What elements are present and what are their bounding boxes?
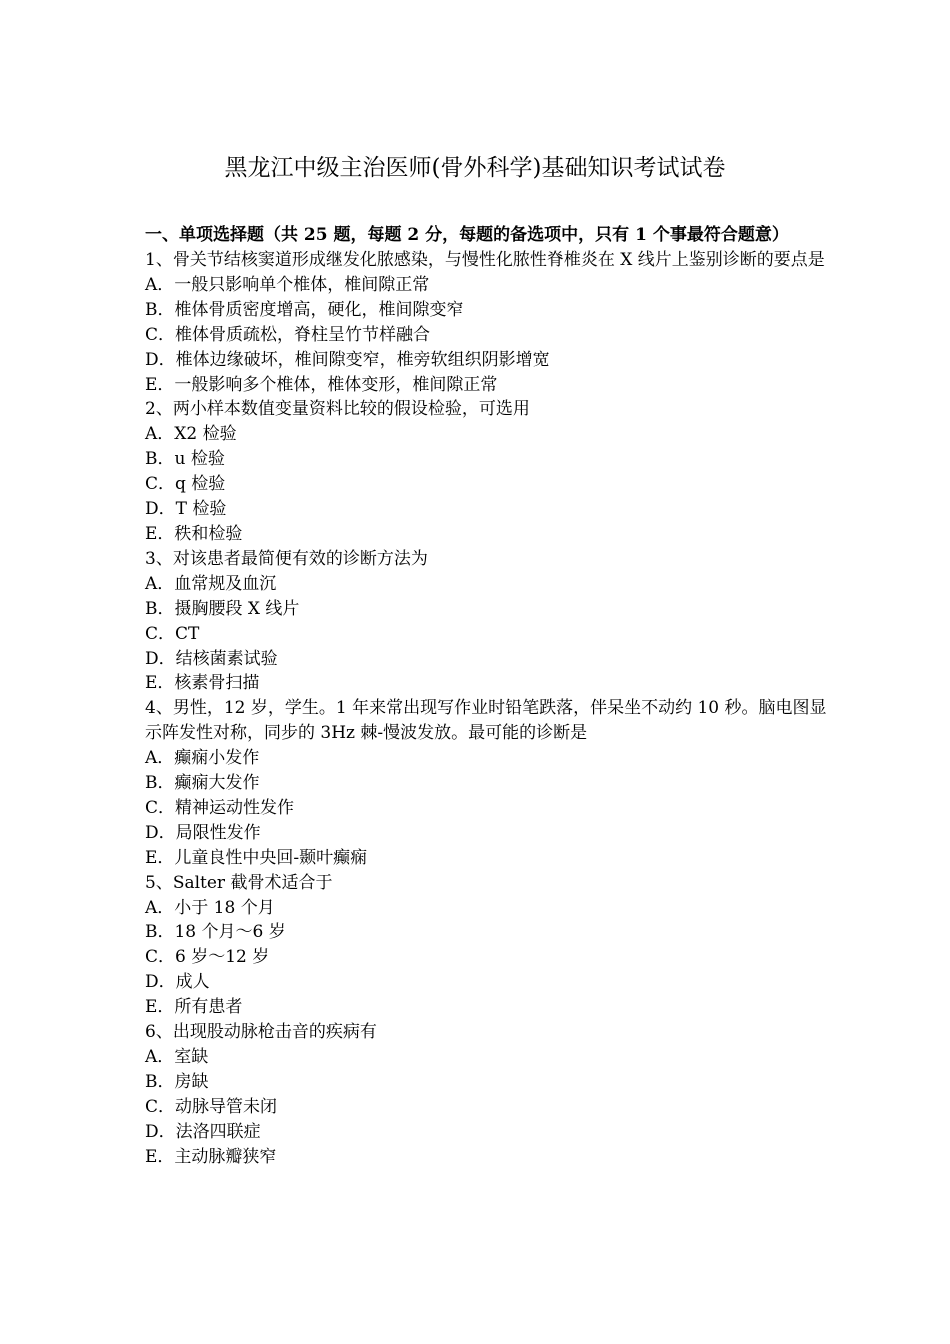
question-2 [145,397,835,546]
option-e: E．秩和检验 [145,523,243,544]
question-text: 3、对该患者最简便有效的诊断方法为 [145,548,428,569]
option-c: C．动脉导管未闭 [145,1096,278,1117]
option-d: D．局限性发作 [145,822,261,843]
question-5 [145,871,835,1020]
option-b: B．癫痫大发作 [145,773,260,794]
question-text: 5、Salter 截骨术适合于 [145,872,333,893]
option-a: A．一般只影响单个椎体，椎间隙正常 [145,274,430,295]
question-4 [145,696,835,870]
option-e: E．所有患者 [145,997,243,1018]
section-heading: 一、单项选择题（共 25 题，每题 2 分，每题的备选项中，只有 1 个事最符合题意） [145,225,789,245]
option-d: D．椎体边缘破坏，椎间隙变窄，椎旁软组织阴影增宽 [145,349,550,370]
option-d: D．成人 [145,972,210,993]
option-d: D．结核菌素试验 [145,648,278,669]
document-title: 黑龙江中级主治医师(骨外科学)基础知识考试试卷 [224,155,726,181]
option-c: C．精神运动性发作 [145,797,295,818]
option-a: A．X2 检验 [145,424,237,445]
option-b: B．u 检验 [145,449,225,470]
option-e: E．核素骨扫描 [145,673,260,694]
option-b: B．椎体骨质密度增高，硬化，椎间隙变窄 [145,299,464,320]
option-e: E．儿童良性中央回-颞叶癫痫 [145,847,368,868]
option-a: A．癫痫小发作 [145,748,260,769]
option-d: D．T 检验 [145,499,227,520]
option-a: A．室缺 [145,1047,209,1067]
question-1 [145,248,835,397]
option-e: E．一般影响多个椎体，椎体变形，椎间隙正常 [145,374,498,395]
option-e: E．主动脉瓣狭窄 [145,1146,277,1167]
question-3 [145,547,835,696]
exam-content [145,223,835,1170]
option-b: B．18 个月～6 岁 [145,922,286,943]
question-text: 1、骨关节结核窦道形成继发化脓感染，与慢性化脓性脊椎炎在 X 线片上鉴别诊断的要点是 [145,250,825,270]
option-c: C．椎体骨质疏松，脊柱呈竹节样融合 [145,324,431,345]
option-c: C．CT [145,623,200,644]
option-a: A．血常规及血沉 [145,573,277,594]
option-c: C．q 检验 [145,474,226,495]
option-a: A．小于 18 个月 [145,897,275,918]
question-text: 4、男性，12 岁，学生。1 年来常出现写作业时铅笔跌落，伴呆坐不动约 10 秒。脑电图显示阵发性对称，同步的 3Hz 棘-慢波发放。最可能的诊断是 [145,698,827,744]
question-6 [145,1020,835,1169]
option-c: C．6 岁～12 岁 [145,947,270,968]
question-text: 6、出现股动脉枪击音的疾病有 [145,1022,377,1043]
option-d: D．法洛四联症 [145,1121,261,1142]
question-text: 2、两小样本数值变量资料比较的假设检验，可选用 [145,399,530,420]
option-b: B．房缺 [145,1071,209,1092]
option-b: B．摄胸腰段 X 线片 [145,598,300,619]
